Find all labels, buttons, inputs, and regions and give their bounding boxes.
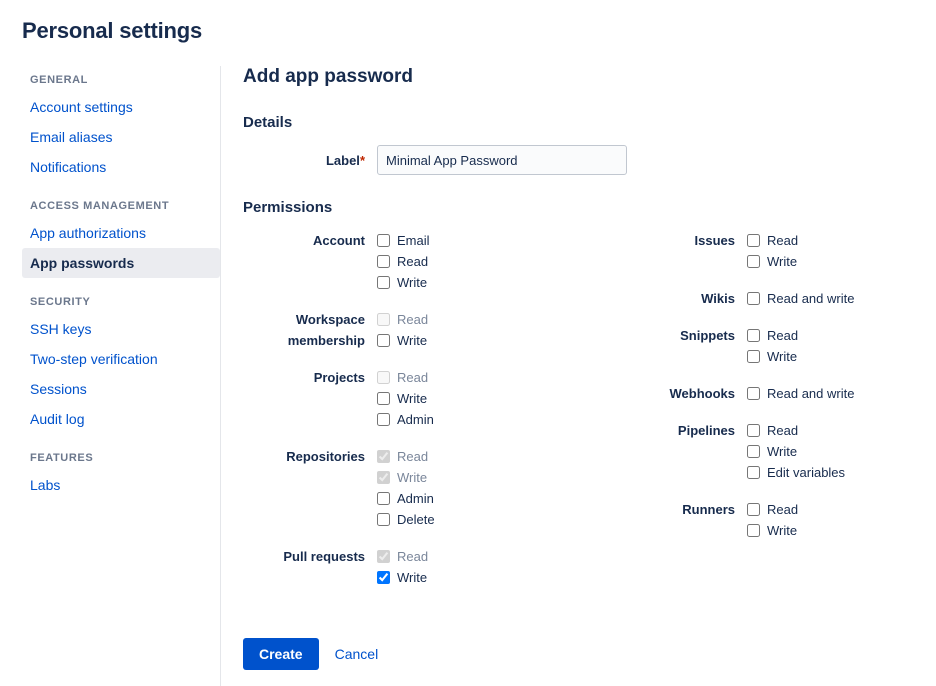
page-title: Personal settings (22, 18, 202, 43)
permission-group-label (243, 367, 377, 430)
permission-option (747, 346, 798, 367)
permission-option-label: Read (397, 549, 429, 564)
permission-option-label[interactable]: Email (397, 233, 430, 248)
permission-group-label-line: Snippets (680, 328, 735, 343)
permission-group-label-line: Webhooks (669, 386, 735, 401)
permission-group-label-line: Account (313, 233, 365, 248)
permission-options (377, 446, 435, 530)
checkbox-repositories-admin[interactable] (377, 492, 390, 505)
permission-group (613, 288, 936, 309)
sidebar-item-sessions[interactable]: Sessions (30, 381, 87, 397)
checkbox-account-write[interactable] (377, 276, 390, 289)
checkbox-repositories-read (377, 450, 390, 463)
permissions-right-column (613, 230, 936, 604)
sidebar-item-app-passwords[interactable]: App passwords (22, 248, 220, 278)
permission-group-label (243, 546, 377, 588)
permission-group-label-line: Workspace (295, 312, 365, 327)
permission-options (377, 367, 434, 430)
permission-group-label (243, 446, 377, 530)
permission-option (377, 251, 430, 272)
permission-group-label (613, 420, 747, 483)
checkbox-account-email[interactable] (377, 234, 390, 247)
label-field-label (243, 153, 377, 168)
main-content (220, 66, 936, 686)
permission-group (243, 546, 583, 588)
permission-option-label[interactable]: Write (767, 444, 798, 459)
permission-option (377, 567, 428, 588)
checkbox-runners-read[interactable] (747, 503, 760, 516)
permission-option-label: Read (397, 370, 429, 385)
checkbox-projects-write[interactable] (377, 392, 390, 405)
permission-option (377, 309, 428, 330)
permission-option (747, 499, 798, 520)
permission-group-label (613, 499, 747, 541)
sidebar-item-ssh-keys[interactable]: SSH keys (30, 321, 92, 337)
sidebar-item-audit-log[interactable]: Audit log (30, 411, 85, 427)
permission-group-label (613, 230, 747, 272)
permission-option-label[interactable]: Write (397, 275, 428, 290)
checkbox-repositories-write (377, 471, 390, 484)
permission-group (613, 499, 936, 541)
permission-option-label[interactable]: Admin (397, 491, 434, 506)
permission-option (747, 462, 845, 483)
permission-option-label[interactable]: Read (767, 502, 799, 517)
nav-group-title: ACCESS MANAGEMENT (30, 200, 170, 212)
checkbox-issues-write[interactable] (747, 255, 760, 268)
permission-option (377, 367, 434, 388)
permission-group-label-line: Repositories (286, 449, 365, 464)
permission-options (747, 230, 798, 272)
label-field-row (243, 145, 936, 175)
permission-options (377, 546, 428, 588)
permission-option-label[interactable]: Read and write (767, 291, 855, 306)
permission-group-label-line: Runners (682, 502, 735, 517)
checkbox-snippets-read[interactable] (747, 329, 760, 342)
permissions-columns (243, 230, 936, 604)
permission-option-label[interactable]: Write (767, 523, 798, 538)
permission-option-label: Read (397, 449, 429, 464)
checkbox-projects-read (377, 371, 390, 384)
permission-option (377, 272, 430, 293)
permission-group (243, 367, 583, 430)
permission-group (613, 230, 936, 272)
permission-group-label-line: Wikis (701, 291, 735, 306)
permission-option (747, 441, 845, 462)
label-input[interactable] (377, 145, 627, 175)
permission-options (377, 309, 428, 351)
permission-group (243, 446, 583, 530)
permission-option-label[interactable]: Read (767, 328, 799, 343)
permission-group (243, 309, 583, 351)
nav-group-title: SECURITY (30, 296, 91, 308)
permission-option-label: Read (397, 312, 429, 327)
permission-group (613, 325, 936, 367)
permission-option-label: Write (397, 470, 428, 485)
permission-group-label (243, 230, 377, 293)
permission-group (613, 420, 936, 483)
checkbox-pull-requests-write[interactable] (377, 571, 390, 584)
checkbox-snippets-write[interactable] (747, 350, 760, 363)
permission-option (377, 488, 435, 509)
permission-option (747, 288, 854, 309)
permission-option-label[interactable]: Read (767, 233, 799, 248)
permission-option (747, 420, 845, 441)
permission-options (747, 288, 854, 309)
permission-option (377, 409, 434, 430)
permissions-section-title: Permissions (243, 199, 333, 216)
permission-group-label-line: Issues (694, 233, 735, 248)
checkbox-issues-read[interactable] (747, 234, 760, 247)
permission-group-label (613, 288, 747, 309)
details-section-title: Details (243, 114, 293, 131)
checkbox-repositories-delete[interactable] (377, 513, 390, 526)
sidebar-item-two-step-verification[interactable]: Two-step verification (30, 351, 158, 367)
required-marker: * (359, 152, 365, 168)
sidebar (0, 66, 220, 686)
permission-option-label[interactable]: Read (397, 254, 429, 269)
permission-option (377, 330, 428, 351)
nav-group-title: GENERAL (30, 74, 88, 86)
main-heading: Add app password (243, 66, 413, 87)
permission-option-label[interactable]: Write (397, 391, 428, 406)
permission-option-label[interactable]: Write (767, 254, 798, 269)
permission-option (377, 546, 428, 567)
create-button[interactable]: Create (243, 638, 319, 670)
permission-group-label (243, 309, 377, 351)
permission-option-label[interactable]: Write (397, 570, 428, 585)
permission-option (377, 467, 435, 488)
permission-option-label[interactable]: Admin (397, 412, 434, 427)
checkbox-pipelines-write[interactable] (747, 445, 760, 458)
permission-option (377, 388, 434, 409)
permission-group (243, 230, 583, 293)
sidebar-item-account-settings[interactable]: Account settings (30, 99, 133, 115)
permission-option (747, 251, 798, 272)
permission-group (613, 383, 936, 404)
permission-options (747, 499, 798, 541)
page-layout (0, 66, 936, 686)
permission-group-label-line: membership (287, 333, 365, 348)
permission-option-label[interactable]: Edit variables (767, 465, 846, 480)
sidebar-item-app-authorizations[interactable]: App authorizations (30, 225, 146, 241)
checkbox-runners-write[interactable] (747, 524, 760, 537)
permission-group-label (613, 383, 747, 404)
checkbox-pipelines-edit-variables[interactable] (747, 466, 760, 479)
sidebar-item-labs[interactable]: Labs (30, 477, 61, 493)
checkbox-webhooks-read-and-write[interactable] (747, 387, 760, 400)
checkbox-pipelines-read[interactable] (747, 424, 760, 437)
label-field-label-text: Label (325, 152, 360, 168)
sidebar-item-notifications[interactable]: Notifications (30, 159, 107, 175)
permission-options (747, 325, 798, 367)
permission-group-label (613, 325, 747, 367)
checkbox-projects-admin[interactable] (377, 413, 390, 426)
permission-options (377, 230, 430, 293)
checkbox-pull-requests-read (377, 550, 390, 563)
nav-group-title: FEATURES (30, 452, 94, 464)
permission-option-label[interactable]: Delete (397, 512, 435, 527)
sidebar-item-email-aliases[interactable]: Email aliases (30, 129, 113, 145)
cancel-link[interactable]: Cancel (334, 646, 379, 662)
permission-option (747, 230, 798, 251)
checkbox-workspace-membership-write[interactable] (377, 334, 390, 347)
form-actions (243, 638, 936, 670)
permission-options (747, 420, 845, 483)
permission-option-label[interactable]: Write (767, 349, 798, 364)
permission-option-label[interactable]: Write (397, 333, 428, 348)
permission-option-label[interactable]: Read (767, 423, 799, 438)
permission-option (377, 446, 435, 467)
permission-group-label-line: Pipelines (677, 423, 735, 438)
permission-option-label[interactable]: Read and write (767, 386, 855, 401)
checkbox-wikis-read-and-write[interactable] (747, 292, 760, 305)
permission-group-label-line: Projects (313, 370, 365, 385)
permission-option (747, 325, 798, 346)
permission-group-label-line: Pull requests (283, 549, 365, 564)
permission-option (377, 509, 435, 530)
checkbox-workspace-membership-read (377, 313, 390, 326)
permission-option (747, 383, 854, 404)
permission-options (747, 383, 854, 404)
permission-option (377, 230, 430, 251)
permissions-left-column (243, 230, 583, 604)
permission-option (747, 520, 798, 541)
checkbox-account-read[interactable] (377, 255, 390, 268)
